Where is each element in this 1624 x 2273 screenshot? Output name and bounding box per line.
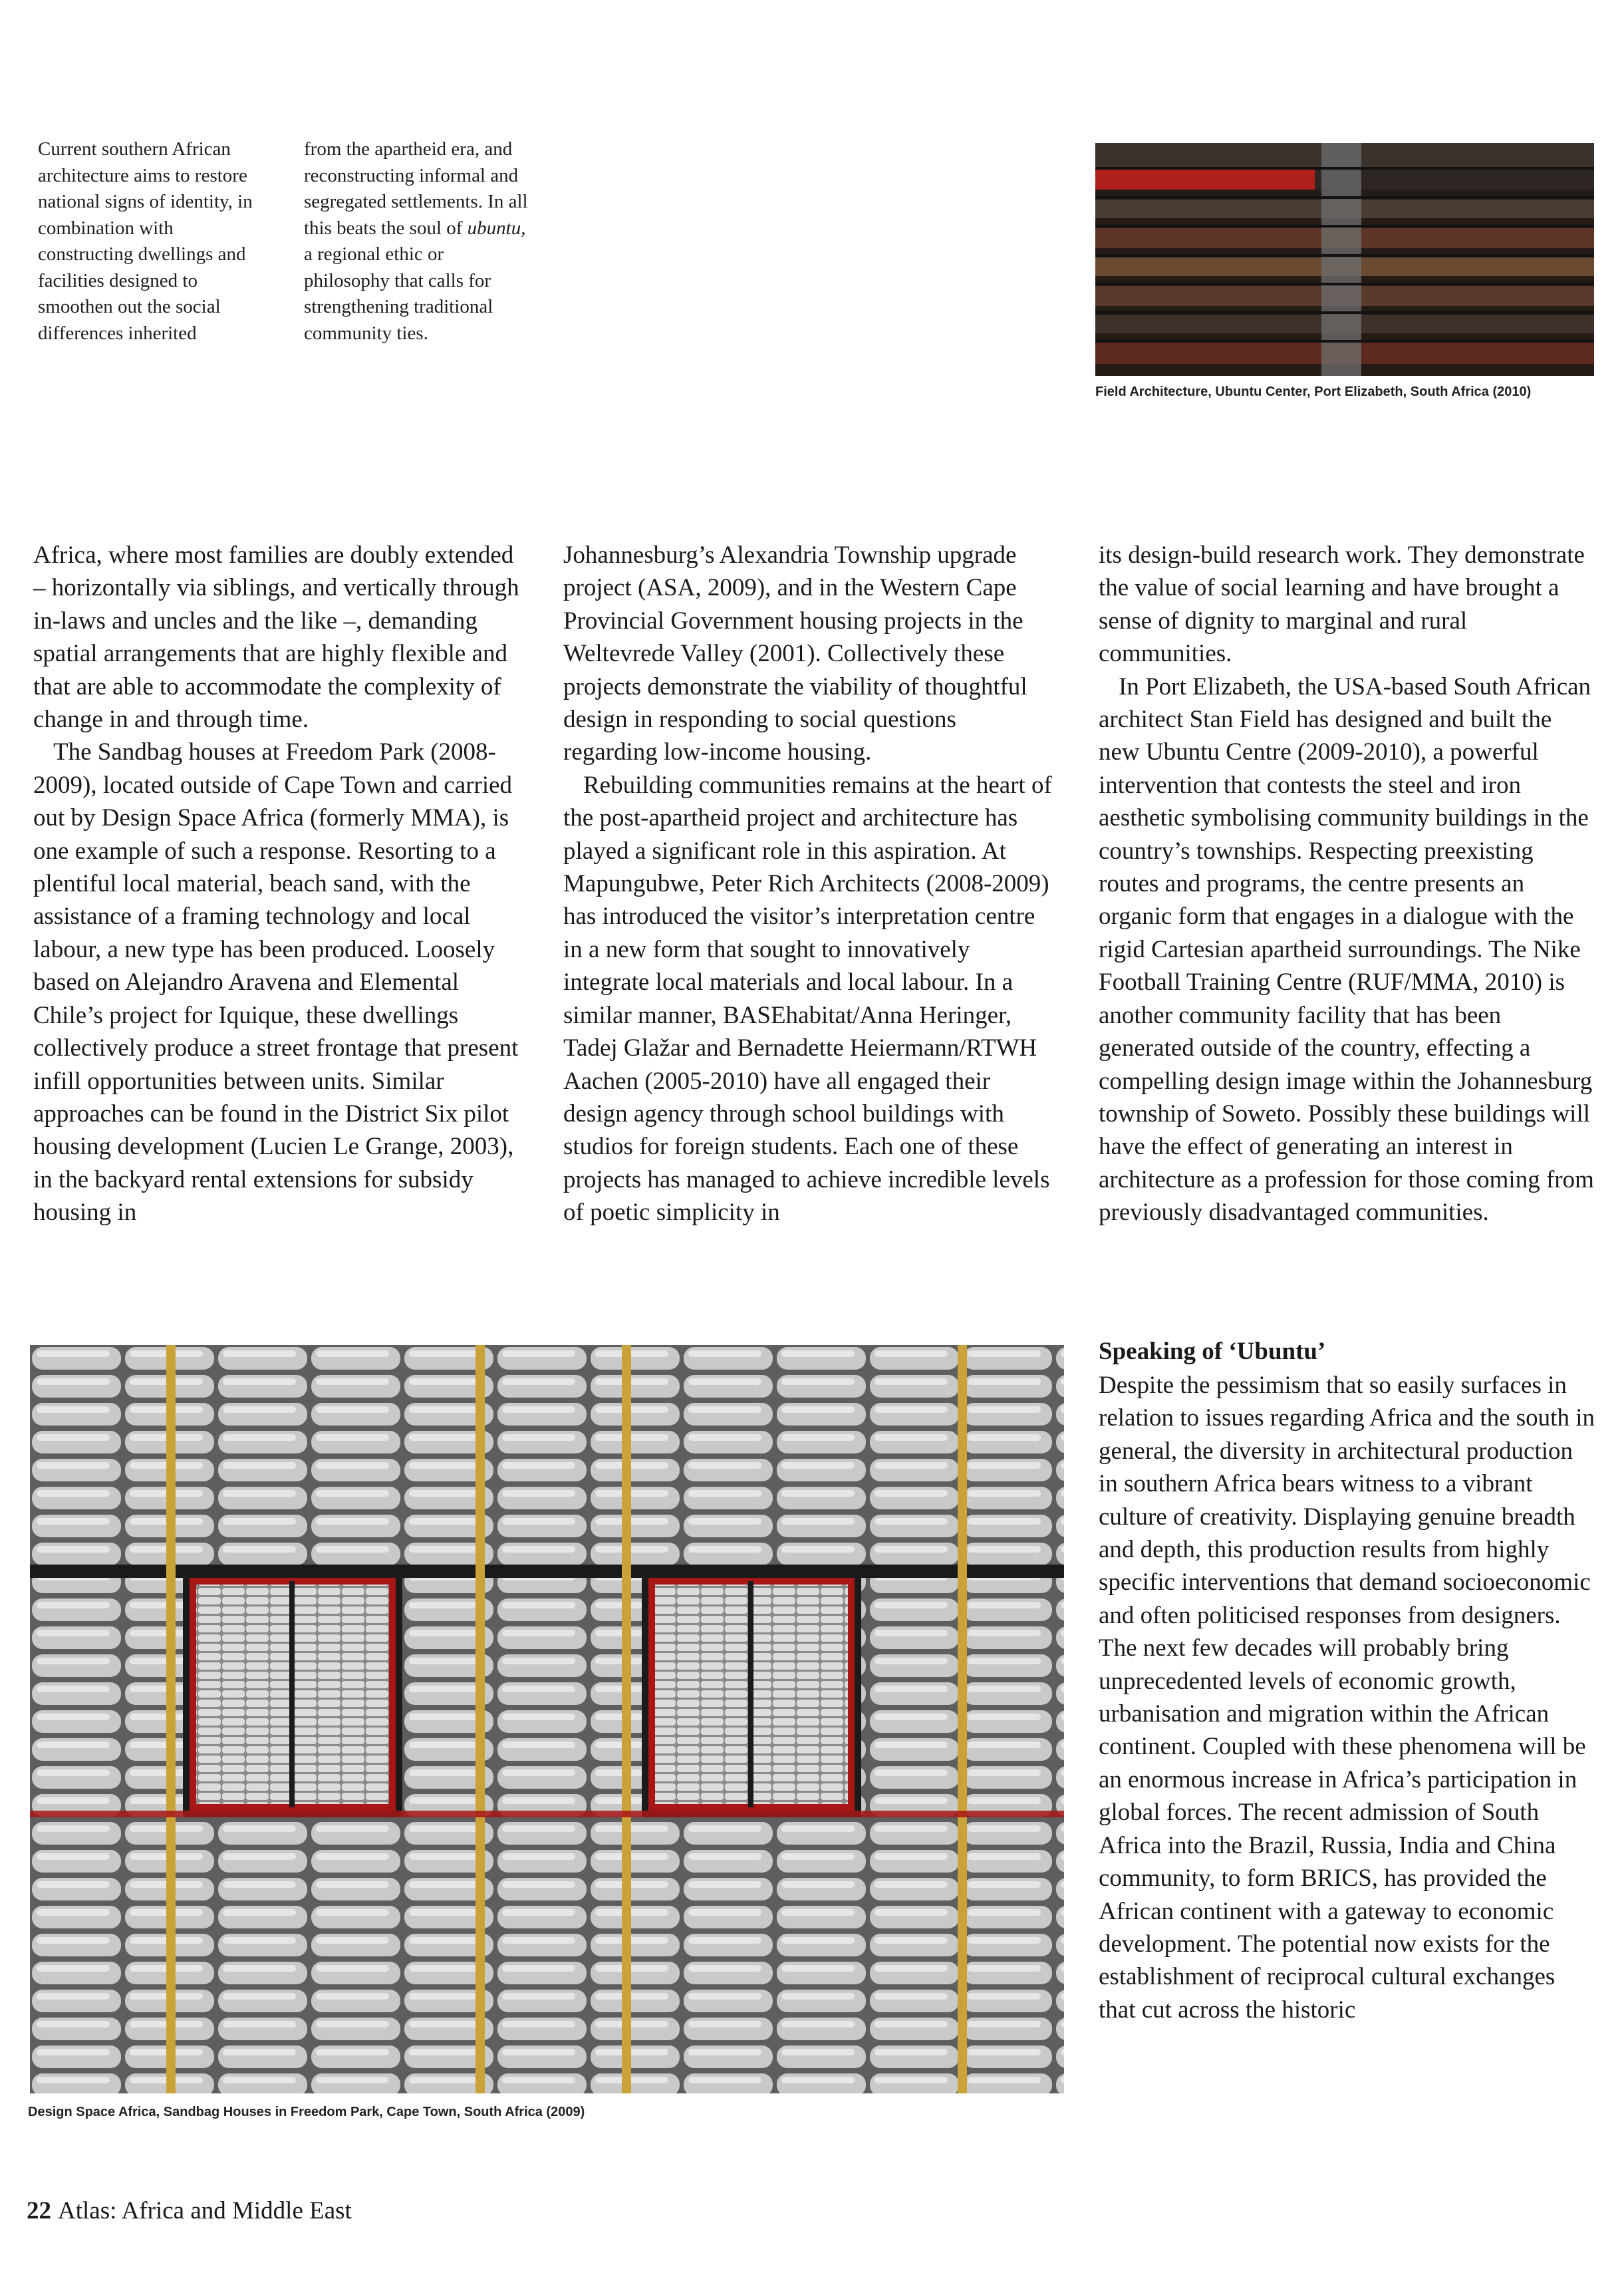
publication-title: Atlas: Africa and Middle East [58,2197,352,2224]
col1-paragraph-1: Africa, where most families are doubly extended – horizontally via siblings, and vertically through in-laws and uncles and the like –, demanding spatial arrangements that are highly flexible and that are able to accommodate the complexity of change in and through time. [33,541,519,734]
col2-paragraph-1: Johannesburg’s Alexandria Township upgrade project (ASA, 2009), and in the Western Cape Provincial Government housing projects in the Weltevrede Valley (2001). Collectively these projects demonstrate the viability of thoughtful design in responding to social questions regarding low-income housing. [563,541,1027,766]
page-number: 22 [27,2197,51,2224]
body-column-1 [33,539,525,1229]
intro-right-before: from the apartheid era, and reconstructing informal and segregated settlements. In all this beats the soul of [304,138,528,239]
body-column-3 [1099,539,1597,1229]
section-paragraph-1: Despite the pessimism that so easily surfaces in relation to issues regarding Africa and the south in general, the diversity in architectural production in southern Africa bears witness to a vibrant culture of creativity. Displaying genuine breadth and depth, this production results from highly specific interventions that demand socioeconomic and often politicised responses from designers. The next few decades will probably bring unprecedented levels of economic growth, urbanisation and migration within the African continent. Coupled with these phenomena will be an enormous increase in Africa’s participation in global forces. The recent admission of South Africa into the Brazil, Russia, India and China community, to form BRICS, has provided the African continent with a gateway to economic development. The potential now exists for the establishment of reciprocal cultural exchanges that cut across the historic [1099,1372,1595,2024]
page-footer [27,2197,352,2225]
sandbag-houses-photo [30,1345,1064,2093]
intro-right-emphasis: ubuntu, [467,217,526,239]
col3-paragraph-1: its design-build research work. They demonstrate the value of social learning and have brought a sense of dignity to marginal and rural communities. [1099,541,1585,668]
col3-paragraph-2: In Port Elizabeth, the USA-based South African architect Stan Field has designed and built the new Ubuntu Centre (2009-2010), a powerful intervention that contests the steel and iron aesthetic symbolising community buildings in the country’s townships. Respecting preexisting routes and programs, the centre presents an organic form that engages in a dialogue with the rigid Cartesian apartheid surroundings. The Nike Football Training Centre (RUF/MMA, 2010) is another community facility that has been generated outside of the country, effecting a compelling design image within the Johannesburg township of Soweto. Possibly these buildings will have the effect of generating an interest in architecture as a profession for those coming from previously disadvantaged communities. [1099,673,1594,1227]
col2-paragraph-2: Rebuilding communities remains at the heart of the post-apartheid project and architecture has played a significant role in this aspiration. At Mapungubwe, Peter Rich Architects (2008-2009) has introduced the visitor’s interpretation centre in a new form that sought to innovatively integrate local materials and local labour. In a similar manner, BASEhabitat/Anna Heringer, Tadej Glažar and Bernadette Heiermann/RTWH Aachen (2005-2010) have all engaged their design agency through school buildings with studios for foreign students. Each one of these projects has managed to achieve incredible levels of poetic simplicity in [563,771,1052,1227]
top-photo-caption: Field Architecture, Ubuntu Center, Port Elizabeth, South Africa (2010) [1095,384,1532,399]
body-column-2 [563,539,1055,1229]
section-column [1099,1369,1597,2026]
main-photo-caption: Design Space Africa, Sandbag Houses in Freedom Park, Cape Town, South Africa (2009) [28,2105,585,2119]
ubuntu-center-photo [1095,143,1594,376]
intro-text-right [304,136,533,347]
col1-paragraph-2: The Sandbag houses at Freedom Park (2008-2009), located outside of Cape Town and carried out by Design Space Africa (formerly MMA), is one example of such a response. Resorting to a plentiful local material, beach sand, with the assistance of a framing technology and local labour, a new type has been produced. Loosely based on Alejandro Aravena and Elemental Chile’s project for Iquique, these dwellings collectively produce a street frontage that present infill opportunities between units. Similar approaches can be found in the District Six pilot housing development (Lucien Le Grange, 2003), in the backyard rental extensions for subsidy housing in [33,738,519,1227]
intro-text-left: Current southern African architecture aims to restore national signs of identity, in combination with constructing dwellings and facilities designed to smoothen out the social differences inherited [38,138,253,344]
intro-right-after: a regional ethic or philosophy that calls for strengthening traditional community ties. [304,243,493,344]
section-heading: Speaking of ‘Ubuntu’ [1099,1338,1326,1365]
